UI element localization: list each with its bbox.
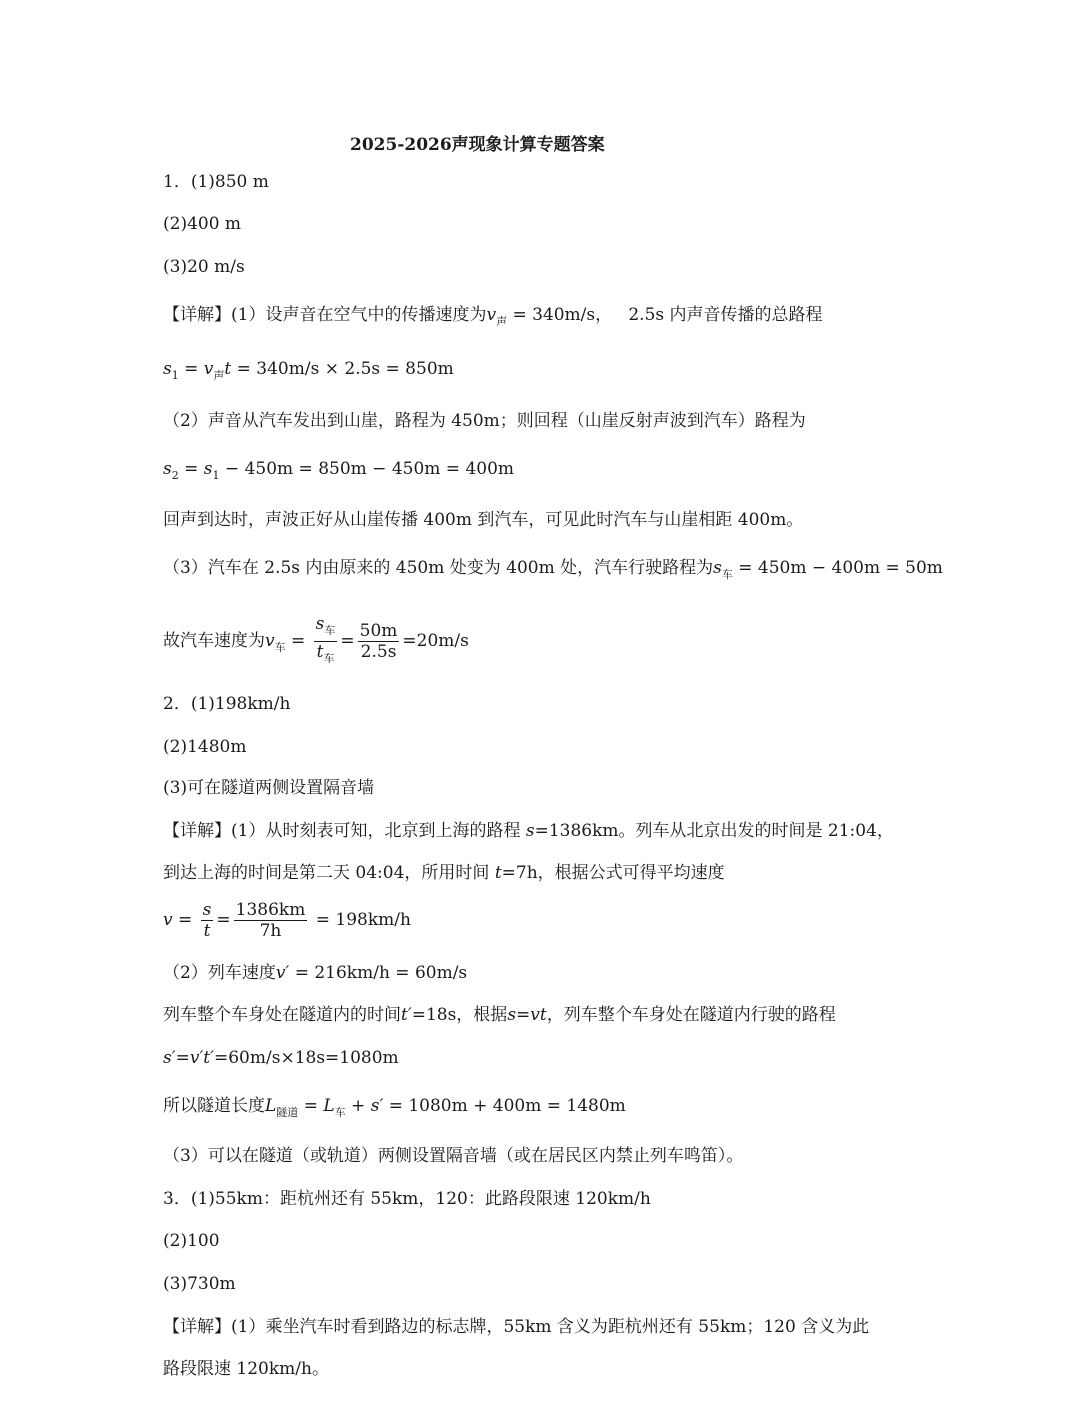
q3-answer-3: (3)730m (163, 1274, 236, 1294)
q1-detail-1: 【详解】(1）设声音在空气中的传播速度为$v_声 = 340m/s$， 2.5s 内声音传播的总路程 (163, 305, 823, 328)
q3-detail-1a: 【详解】(1）乘坐汽车时看到路边的标志牌，55km 含义为距杭州还有 55km；120 含义为此 (163, 1317, 870, 1337)
q1-detail-2: （2）声音从汽车发出到山崖，路程为 450m；则回程（山崖反射声波到汽车）路程为 (163, 411, 806, 431)
q2-equation-speed: v = $\frac{s}{t}$ = $\frac{1386km}{7h}$ = 198km/h (163, 900, 411, 941)
q1-detail-2b: 回声到达时，声波正好从山崖传播 400m 到汽车，可见此时汽车与山崖相距 400m。 (163, 510, 804, 530)
q3-answer-2: (2)100 (163, 1231, 220, 1251)
q2-detail-2c: s′=v′t′=60m/s×18s=1080m (163, 1048, 399, 1068)
q2-detail-1b: 到达上海的时间是第二天 04:04，所用时间 t=7h，根据公式可得平均速度 (163, 863, 725, 883)
page-title: 2025-2026声现象计算专题答案 (350, 135, 605, 155)
q1-equation-s1: $s_1 = v_声t = 340m/s \times 2.5s = 850m$ (163, 359, 454, 382)
fraction-s-over-t: $\frac{s}{t}$ (202, 900, 212, 941)
q2-detail-2b: 列车整个车身处在隧道内的时间t′=18s，根据s=vt，列车整个车身处在隧道内行驶的路程 (163, 1005, 836, 1025)
q1-answer-1: 1．(1)850 m (163, 172, 269, 192)
q3-answer-1: 3．(1)55km：距杭州还有 55km，120：此路段限速 120km/h (163, 1189, 651, 1209)
q1-answer-2: (2)400 m (163, 214, 242, 234)
q1-equation-s2: $s_2 = s_1 - 450m = 850m - 450m = 400m$ (163, 459, 515, 482)
q1-answer-3: (3)20 m/s (163, 257, 245, 277)
q1-detail-3b: 故汽车速度为$v_车$ = $\frac{s_车}{t_车}$ = $\frac{50m}{2.5s}$ =20m/s (163, 614, 469, 669)
fraction-values: $\frac{1386km}{7h}$ (235, 900, 306, 941)
q2-detail-2: （2）列车速度v′ = 216km/h = 60m/s (163, 963, 468, 983)
q2-detail-3: （3）可以在隧道（或轨道）两侧设置隔音墙（或在居民区内禁止列车鸣笛）。 (163, 1146, 744, 1166)
q2-detail-2d: 所以隧道长度$L_{隧道} = L_车 + s' = 1080m + 400m = 1480m$ (163, 1096, 626, 1119)
q2-answer-2: (2)1480m (163, 737, 247, 757)
q1-detail-3: （3）汽车在 2.5s 内由原来的 450m 处变为 400m 处，汽车行驶路程为$s_车 = 450m - 400m = 50m$ (163, 558, 943, 581)
fraction-s-over-t: $\frac{s_车}{t_车}$ (315, 614, 336, 665)
q2-detail-1a: 【详解】(1）从时刻表可知，北京到上海的路程 s=1386km。列车从北京出发的时间是 21:04， (163, 821, 894, 841)
q2-answer-1: 2．(1)198km/h (163, 694, 291, 714)
fraction-values: $\frac{50m}{2.5s}$ (359, 621, 398, 662)
q2-answer-3: (3)可在隧道两侧设置隔音墙 (163, 778, 375, 798)
q3-detail-1b: 路段限速 120km/h。 (163, 1359, 329, 1379)
